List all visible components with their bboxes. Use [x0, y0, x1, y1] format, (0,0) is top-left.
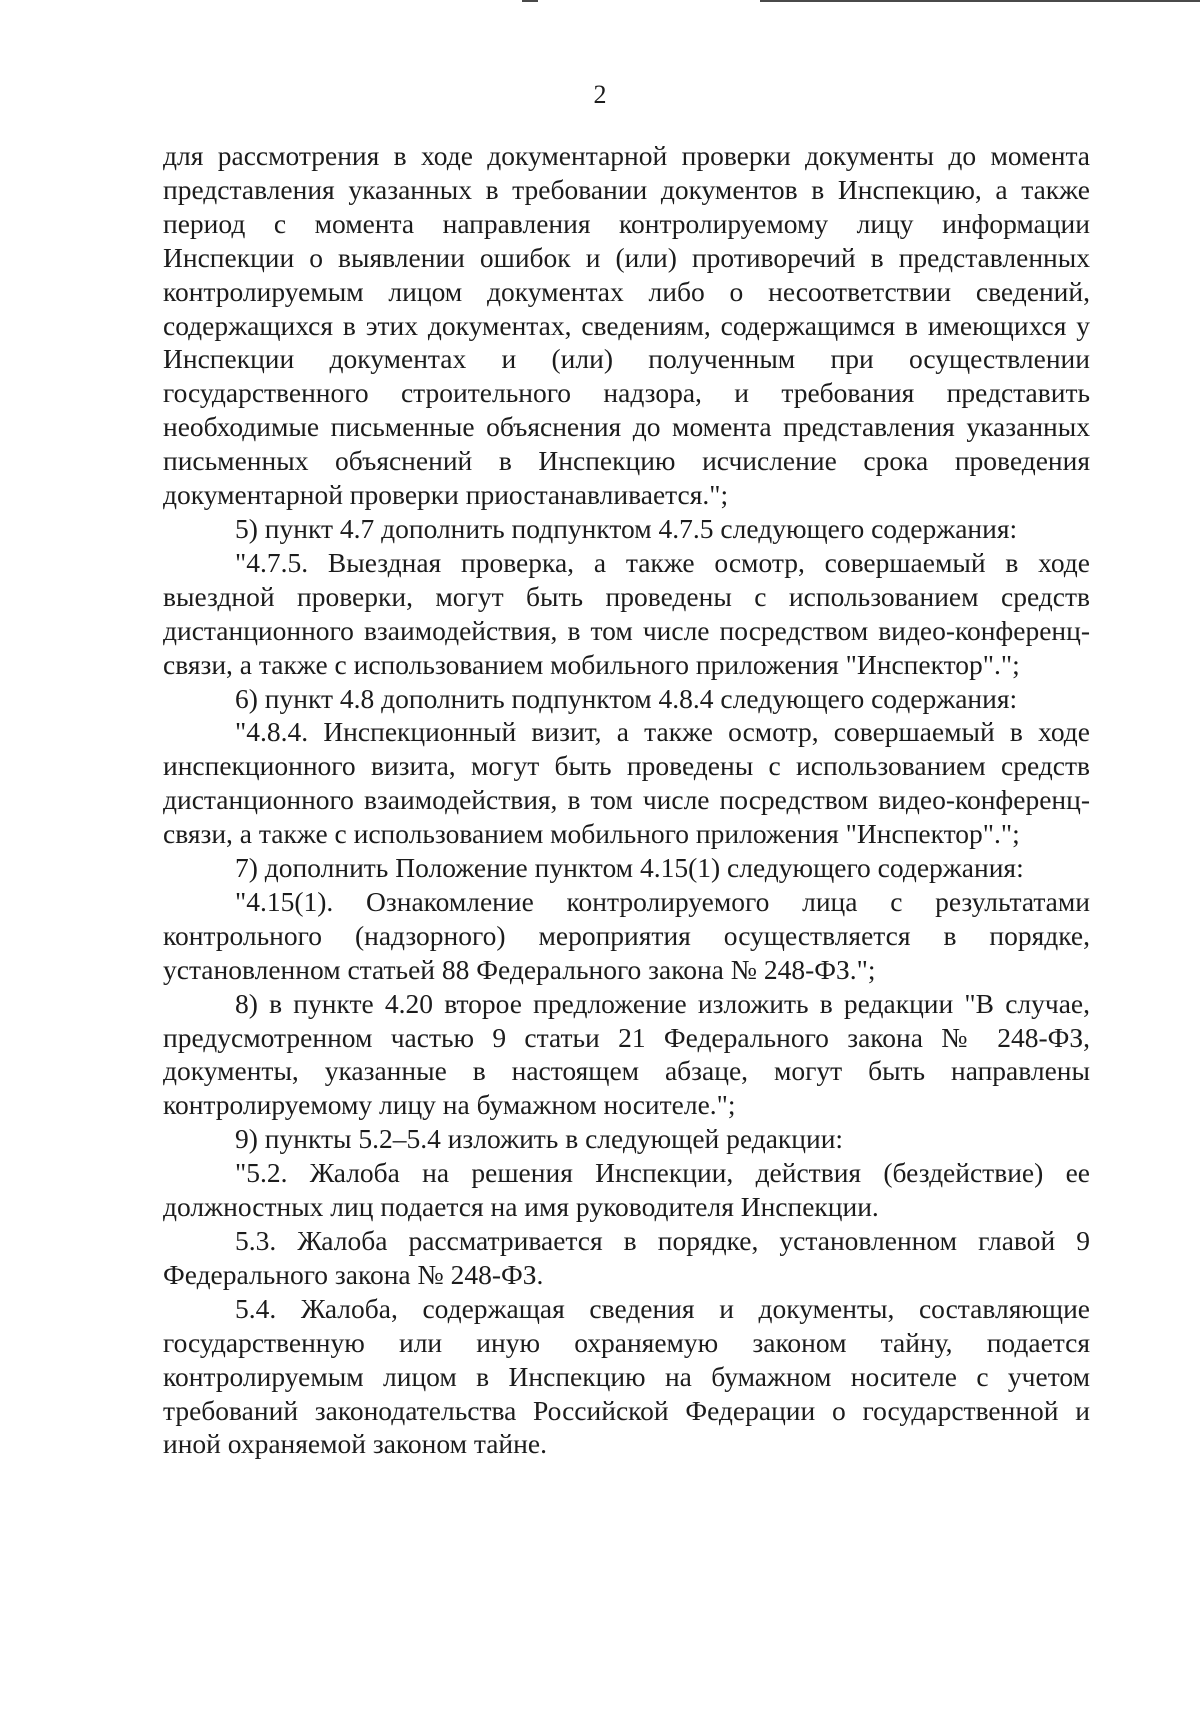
scan-edge-mark: [760, 0, 1200, 2]
document-body: [163, 139, 1090, 1461]
paragraph-item-9: 9) пункты 5.2–5.4 изложить в следующей редакции:: [235, 1123, 844, 1155]
paragraph-5-4: 5.4. Жалоба, содержащая сведения и документы, составляющие государственную или иную охраняемую законом тайну, подается контролируемым лицом в Инспекцию на бумажном носителе с учетом требований законодательства Российской Федерации о государственной и иной охраняемой законом тайне.: [163, 1292, 1090, 1460]
paragraph-5-3: 5.3. Жалоба рассматривается в порядке, установленном главой 9 Федерального закона № 248-ФЗ.: [163, 1225, 1090, 1290]
paragraph-item-6: 6) пункт 4.8 дополнить подпунктом 4.8.4 следующего содержания:: [235, 682, 1018, 714]
page-number: 2: [593, 80, 607, 109]
paragraph-item-8: 8) в пункте 4.20 второе предложение изложить в редакции "В случае, предусмотренном частью 9 статьи 21 Федерального закона № 248-ФЗ, документы, указанные в настоящем абзаце, могут быть направлены контролируемому лицу на бумажном носителе.";: [163, 987, 1090, 1121]
scan-edge-mark: [522, 0, 538, 2]
paragraph-item-7: 7) дополнить Положение пунктом 4.15(1) следующего содержания:: [235, 852, 1024, 884]
paragraph-4-7-5: "4.7.5. Выездная проверка, а также осмотр, совершаемый в ходе выездной проверки, могут быть проведены с использованием средств дистанционного взаимодействия, в том числе посредством видео-конференц-связи, а также с использованием мобильного приложения "Инспектор".";: [163, 546, 1090, 680]
paragraph-5-2: "5.2. Жалоба на решения Инспекции, действия (бездействие) ее должностных лиц подается на имя руководителя Инспекции.: [163, 1157, 1090, 1223]
paragraph-4-15-1: "4.15(1). Ознакомление контролируемого лица с результатами контрольного (надзорного) мероприятия осуществляется в порядке, установленном статьей 88 Федерального закона № 248-ФЗ.";: [163, 885, 1090, 985]
paragraph-item-5: 5) пункт 4.7 дополнить подпунктом 4.7.5 следующего содержания:: [235, 512, 1018, 544]
paragraph-continuation: для рассмотрения в ходе документарной проверки документы до момента представления указанных в требовании документов в Инспекцию, а также период с момента направления контролируемому лицу информации Инспекции о выявлении ошибок и (или) противоречий в представленных контролируемым лицом документах либо о несоответствии сведений, содержащихся в этих документах, сведениям, содержащимся в имеющихся у Инспекции документах и (или) полученным при осуществлении государственного строительного надзора, и требования представить необходимые письменные объяснения до момента представления указанных письменных объяснений в Инспекцию исчисление срока проведения документарной проверки приостанавливается.";: [163, 140, 1090, 511]
paragraph-4-8-4: "4.8.4. Инспекционный визит, а также осмотр, совершаемый в ходе инспекционного визита, могут быть проведены с использованием средств дистанционного взаимодействия, в том числе посредством видео-конференц-связи, а также с использованием мобильного приложения "Инспектор".";: [163, 716, 1090, 850]
